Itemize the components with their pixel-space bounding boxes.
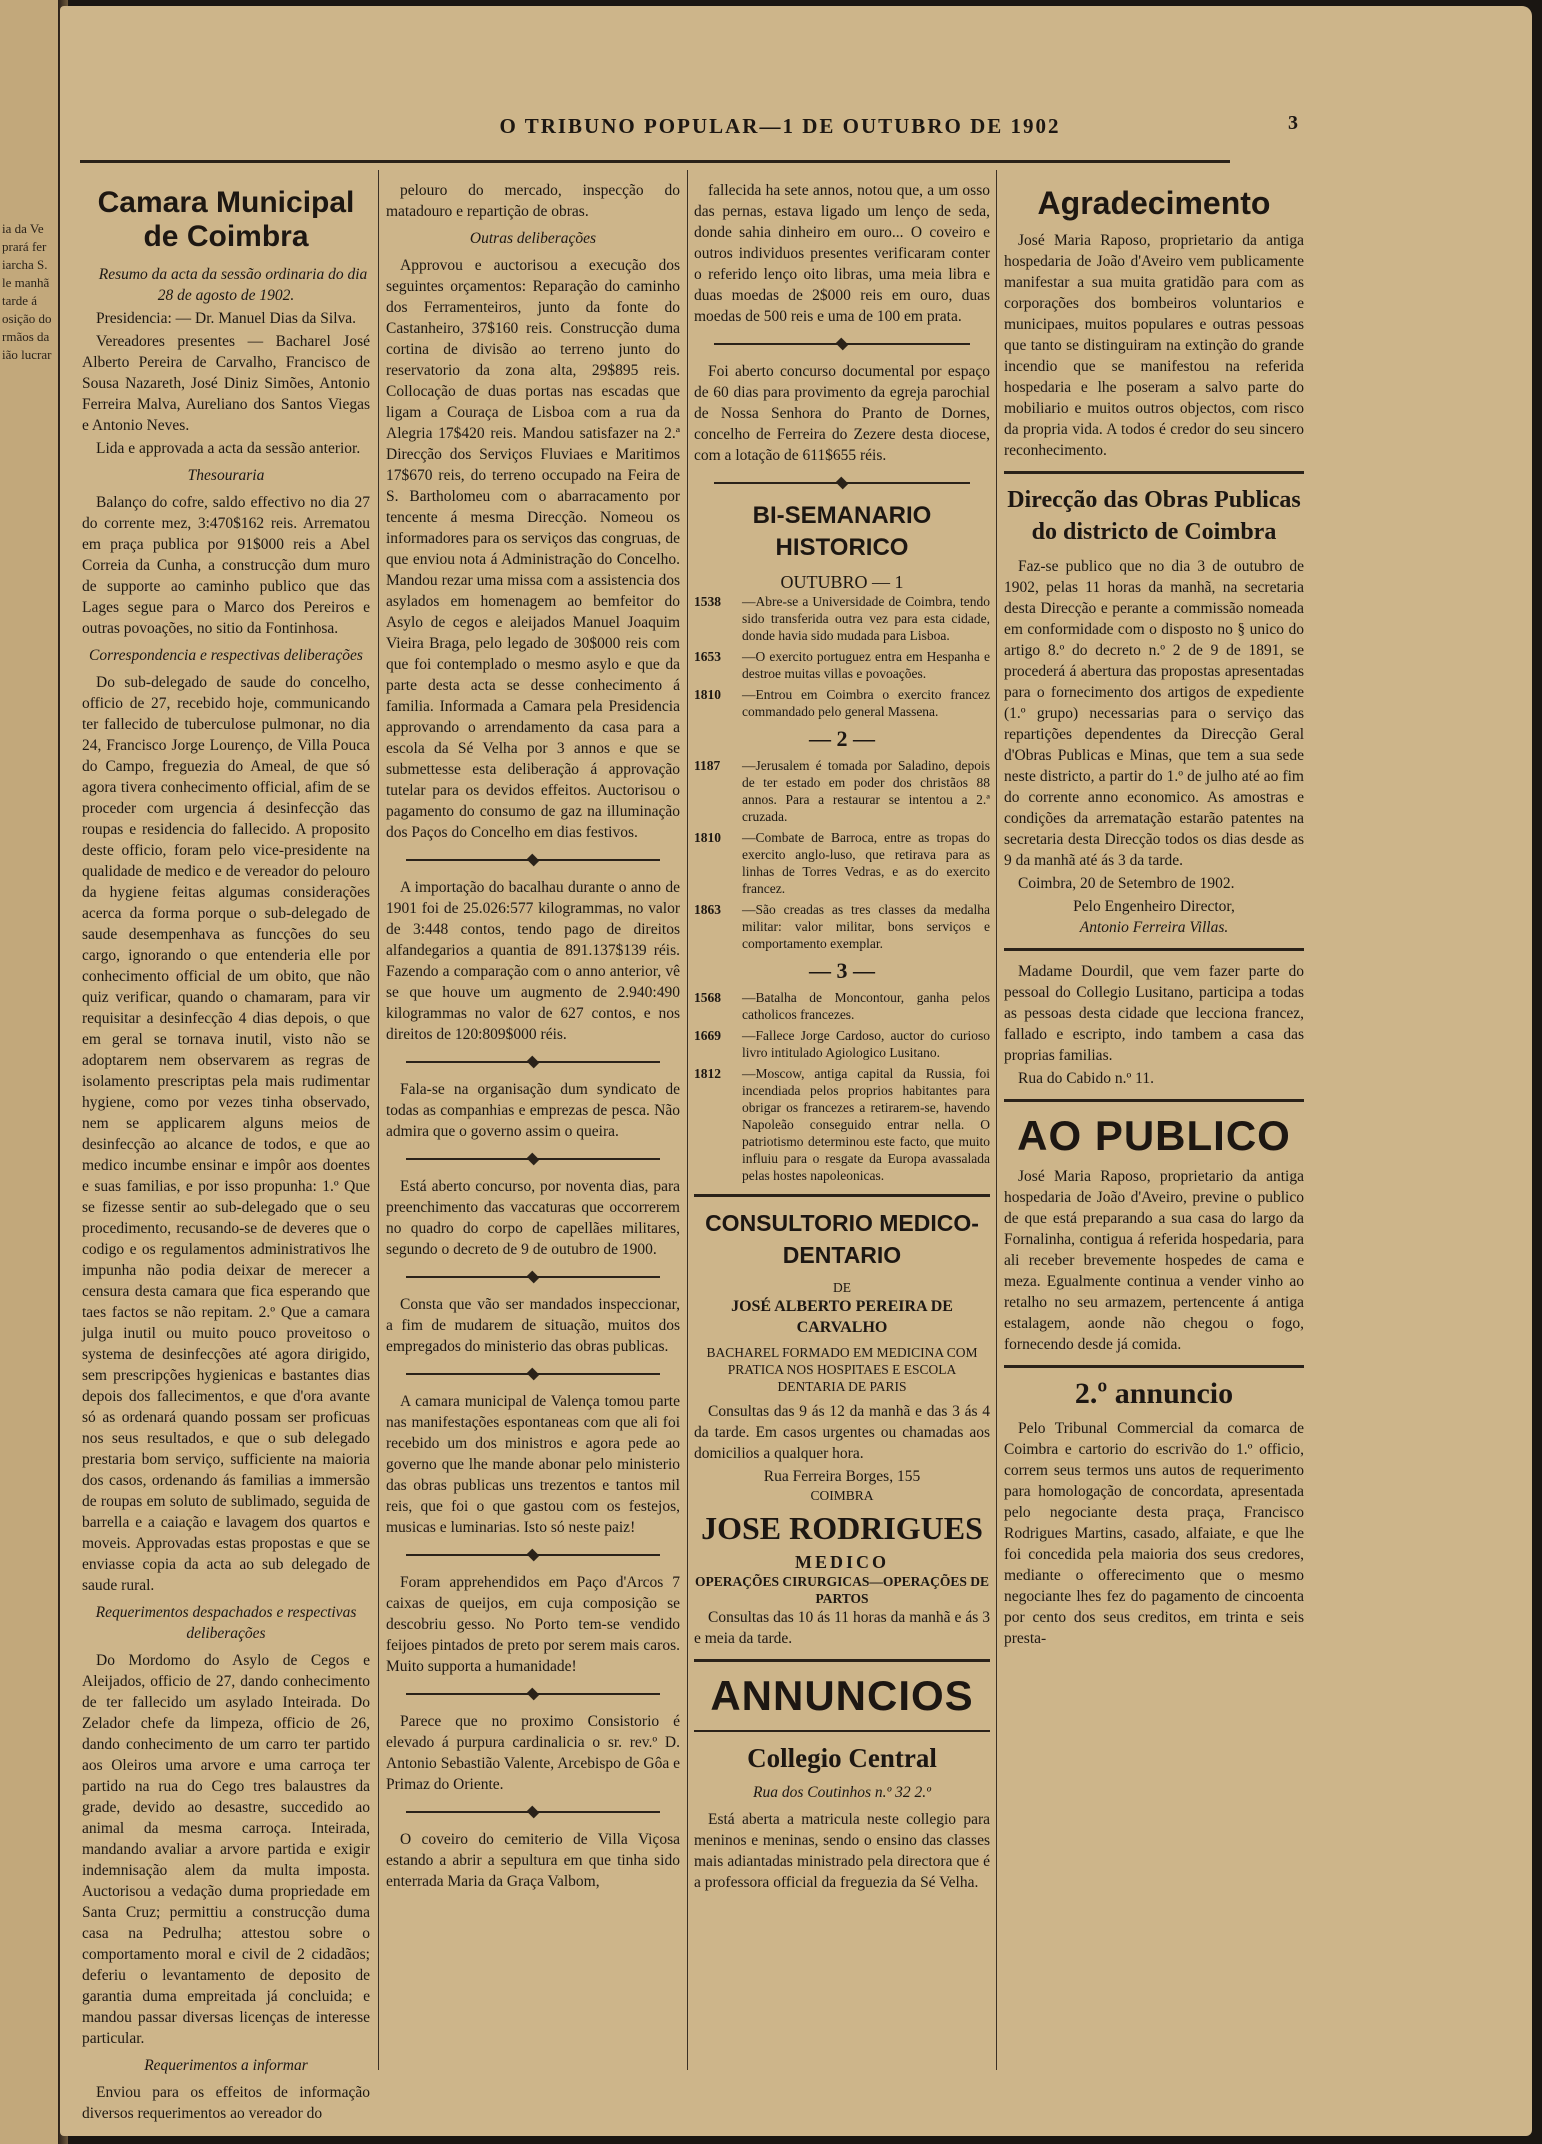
bi-list-3 <box>694 989 990 1184</box>
consultorio-de: DE <box>833 1280 851 1295</box>
section-rule <box>694 1659 990 1662</box>
section-rule <box>1004 471 1304 474</box>
list-item: 1812 —Moscow, antiga capital da Russia, foi incendiada pelos proprios habitantes para obrigar os francezes a retirarem-se, havendo Napoleão conseguido entrar nella. O patriotismo determinou este facto, que muito influiu para o resgate da Europa avassalada pelas hostes napoleonicas. <box>694 1066 990 1183</box>
collegio-address: Rua dos Coutinhos n.º 32 2.º <box>753 1784 931 1801</box>
informar-text: Enviou para os effeitos de informação diversos requerimentos ao vereador do <box>82 2084 370 2122</box>
ao-publico-heading: AO PUBLICO <box>1017 1112 1291 1159</box>
consultorio-city: COIMBRA <box>810 1488 874 1503</box>
dourdil-address: Rua do Cabido n.º 11. <box>1018 1070 1154 1087</box>
col2-text: pelouro do mercado, inspecção do matadouro e repartição de obras. <box>386 182 680 220</box>
section-rule <box>694 1730 990 1732</box>
dourdil-text: Madame Dourdil, que vem fazer parte do pessoal do Collegio Lusitano, participa a todas as pessoas desta cidade que lecciona francez, fallado e escripto, indo tambem a casa das proprias familias. <box>1004 963 1304 1064</box>
agradecimento-text: José Maria Raposo, proprietario da antiga hospedaria de João d'Aveiro vem publicamente manifestar a sua muita gratidão para com as corporações dos bombeiros voluntarios e municipaes, muitos populares e outras pessoas que tanto se distinguiram na extinção do grande incendio que se manifestou na referida hospedaria e lhe poseram a salvo parte do mobiliario e muitos outros objectos, com risco da propria vida. A todos é credor do seu sincero reconhecimento. <box>1004 232 1304 459</box>
camara-title: Camara Municipal de Coimbra <box>97 186 355 253</box>
camara-intro: Resumo da acta da sessão ordinaria do dia 28 de agosto de 1902. <box>98 266 368 304</box>
column-3 <box>694 180 990 2060</box>
section-heading: Requerimentos a informar <box>144 2057 308 2074</box>
previous-page-fragment: ia da Ve prará fer iarcha S. le manhã tarde á osição do rmãos da ião lucrar <box>2 221 52 362</box>
annuncio-2-text: Pelo Tribunal Commercial da comarca de Coimbra e cartorio do escrivão do 1.º officio, correm seus termos uns autos de requerimento para homologação de concordata, apresentada pelo negociante desta praça, Francisco Rodrigues Martins, casado, alfaiate, e que lhe foi concedida pela maioria dos seus credores, mediante o offerecimento que o mesmo negociante lhes fez do pagamento de cincoenta por cento dos seus creditos, em trinta e seis presta- <box>1004 1420 1304 1647</box>
bi-semanario-title: BI-SEMANARIO HISTORICO <box>752 502 932 561</box>
bi-list-2 <box>694 757 990 952</box>
column-rule <box>687 170 688 2070</box>
page-number: 3 <box>1288 112 1298 134</box>
section-rule <box>694 1194 990 1197</box>
section-heading: Requerimentos despachados e respectivas deliberações <box>95 1604 357 1642</box>
annuncio-2-heading: 2.º annuncio <box>1074 1377 1234 1410</box>
section-rule <box>1004 1099 1304 1102</box>
section-rule <box>1004 948 1304 951</box>
col2-text: Approvou e auctorisou a execução dos seguintes orçamentos: Reparação do caminho dos Ferramenteiros, junto da fonte do Castanheiro, 37$160 reis. Construcção duma cortina de divisão ao terreno junto do reservatorio da zona alta, 29$895 reis. Collocação de duas portas nas escadas que ligam a Couraça de Lisboa com a rua da Alegria 17$420 reis. Mandou satisfazer na 2.ª Direcção dos Serviços Fluviaes e Maritimos 17$670 reis, do terreno occupado na Feira de S. Bartholomeu com o abarracamento por tencente á mesma Direcção. Nomeou os informadores para os serviços das congruas, de que enviou nota á Administração do Concelho. Mandou rezar uma missa com a assistencia dos asylados em homenagem ao bemfeitor do Asylo de cegos e aleijados Manuel Joaquim Vieira Braga, pelo legado de 30$000 reis com que foi contemplado o mesmo asylo e que da parte desta acta se desse conhecimento á familia. Informada a Camara pela Presidencia approvando o arrendamento da casa para a escola da Sé Velha por 3 annos e que se submettesse esta deliberação á approvação tutelar para os devidos effeitos. Auctorisou o pagamento do consumo de gaz na illuminação dos Paços do Concelho em dias festivos. <box>386 257 680 841</box>
col2-text: A importação do bacalhau durante o anno de 1901 foi de 25.026:577 kilogrammas, no valor de 3:448 contos, tendo pago de direitos alfandegarios a quantia de 891.137$139 réis. Fazendo a comparação com o anno anterior, vê se que houve um augmento de 2.940:490 kilogrammas no valor de 627 contos, e nos direitos de 120:809$000 réis. <box>386 879 680 1043</box>
collegio-title: Collegio Central <box>747 1743 937 1773</box>
consultorio-desc: BACHAREL FORMADO EM MEDICINA COM PRATICA NOS HOSPITAES E ESCOLA DENTARIA DE PARIS <box>706 1345 978 1394</box>
list-item: 1669 —Fallece Jorge Cardoso, auctor do curioso livro intitulado Agiologico Lusitano. <box>694 1028 990 1060</box>
ornament-divider <box>406 1550 660 1560</box>
section-heading: Thesouraria <box>187 467 265 484</box>
section-rule <box>1004 1365 1304 1368</box>
col2-text: Parece que no proximo Consistorio é elevado á purpura cardinalicia o sr. rev.º D. Antonio Sebastião Valente, Arcebispo de Gôa e Primaz do Oriente. <box>386 1713 680 1793</box>
direccao-date: Coimbra, 20 de Setembro de 1902. <box>1018 875 1235 892</box>
jose-rodrigues-title: JOSE RODRIGUES <box>701 1510 983 1546</box>
list-item: 1653 —O exercito portuguez entra em Hespanha e destroe muitas villas e povoações. <box>694 649 990 681</box>
jose-rodrigues-hours: Consultas das 10 ás 11 horas da manhã e ás 3 e meia da tarde. <box>694 1609 990 1647</box>
col2-text: A camara municipal de Valença tomou parte nas manifestações espontaneas com que ali foi recebido um dos ministros e agora pede ao governo que lhe mande abonar pelo ministerio das obras publicas uns trezentos e tantos mil reis, que foi o que gastou com os festejos, musicas e luminarias. Isto só neste paiz! <box>386 1393 680 1536</box>
column-rule <box>378 170 379 2070</box>
list-item: 1568 —Batalha de Moncontour, ganha pelos catholicos francezes. <box>694 990 990 1022</box>
direccao-title: Direcção das Obras Publicas do districto de Coimbra <box>1007 487 1301 545</box>
col2-text: Fala-se na organisação dum syndicato de todas as companhias e emprezas de pesca. Não admira que o governo assim o queira. <box>386 1081 680 1140</box>
ornament-divider <box>714 339 970 349</box>
day-number: — 3 — <box>809 958 875 983</box>
requerimentos-text: Do Mordomo do Asylo de Cegos e Aleijados, officio de 27, dando conhecimento de ter fallecido um asylado Inteirada. Do Zelador chefe da limpeza, officio de 26, dando conhecimento de um carro ter partido aos Oleiros uma arvore e uma carroça ter partido na rua do Cego tres balaustres da grade, devido ao desastre, succedido ao animal da mesma carroça. Inteirada, mandando avaliar a arvore partida e exigir indemnisação alem da multa imposta. Auctorisou a vedação duma propriedade em Santa Cruz; permittiu a construcção duma casa na Pedrulha; attestou sobre o comportamento moral e civil de 2 cidadãos; deferiu o levantamento de deposito de garantia duma empreitada já concluida; e mandou passar diversas licenças de interesse particular. <box>82 1652 370 2047</box>
column-2 <box>386 180 680 2060</box>
list-item: 1187 —Jerusalem é tomada por Saladino, depois de ter estado em poder dos christãos 88 annos. Para a restaurar se intentou a 2.ª cruzada. <box>694 758 990 824</box>
ornament-divider <box>406 1807 660 1817</box>
camara-acta: Lida e approvada a acta da sessão anterior. <box>96 440 361 457</box>
column-rule <box>996 170 997 2070</box>
day-number: — 2 — <box>809 726 875 751</box>
ornament-divider <box>406 855 660 865</box>
direccao-sign-2: Antonio Ferreira Villas. <box>1079 919 1229 936</box>
col2-text: O coveiro do cemiterio de Villa Viçosa estando a abrir a sepultura em que tinha sido enterrada Maria da Graça Valbom, <box>386 1831 680 1890</box>
column-1 <box>82 180 370 2122</box>
col2-text: Foram apprehendidos em Paço d'Arcos 7 caixas de queijos, em cuja composição se descobriu gesso. No Porto tem-se vendido feijoes pintados de preto por serem mais caros. Muito supporta a humanidade! <box>386 1574 680 1675</box>
collegio-text: Está aberta a matricula neste collegio para meninos e meninas, sendo o ensino das classes mais adiantadas ministrado pela directora que é a professora official da freguezia da Sé Velha. <box>694 1811 990 1891</box>
consultorio-address: Rua Ferreira Borges, 155 <box>763 1468 921 1485</box>
direccao-sign-1: Pelo Engenheiro Director, <box>1073 898 1235 915</box>
section-heading: Correspondencia e respectivas deliberações <box>89 647 363 664</box>
list-item: 1863 —São creadas as tres classes da medalha militar: valor militar, bons serviços e comportamento exemplar. <box>694 902 990 951</box>
ornament-divider <box>406 1689 660 1699</box>
ornament-divider <box>406 1369 660 1379</box>
tesouraria-text: Balanço do cofre, saldo effectivo no dia 27 do corrente mez, 3:470$162 reis. Arrematou em praça publica por 91$000 reis a Abel Correia da Cunha, a construcção dum muro de supporte ao caminho publico que das Lages segue para o Marco dos Pereiros e outras povoações, no sitio da Fontinhosa. <box>82 494 370 637</box>
section-heading: Outras deliberações <box>469 230 597 247</box>
ornament-divider <box>406 1154 660 1164</box>
annuncios-heading: ANNUNCIOS <box>710 1672 974 1719</box>
running-title: O TRIBUNO POPULAR—1 DE OUTUBRO DE 1902 <box>499 114 1061 138</box>
ornament-divider <box>406 1057 660 1067</box>
agradecimento-title: Agradecimento <box>1037 185 1271 221</box>
list-item: 1810 —Combate de Barroca, entre as tropas do exercito anglo-luso, que retirava para as linhas de Torres Vedras, e as do exercito francez. <box>694 830 990 896</box>
col3-text: fallecida ha sete annos, notou que, a um osso das pernas, estava ligado um lenço de seda, donde sahia dinheiro em ouro... O coveiro e outros individuos presentes verificaram conter o referido lenço oito libras, uma meia libra e duas moedas de 2$000 reis em ouro, duas moedas de 500 reis e uma de 100 em prata. <box>694 182 990 325</box>
col3-text: Foi aberto concurso documental por espaço de 60 dias para provimento da egreja parochial de Nossa Senhora do Pranto de Dornes, concelho de Ferreira do Zezere desta diocese, com a lotação de 611$655 réis. <box>694 363 990 464</box>
previous-page-edge <box>0 0 58 2144</box>
consultorio-title: CONSULTORIO MEDICO-DENTARIO <box>705 1210 979 1268</box>
ornament-divider <box>714 478 970 488</box>
col2-text: Consta que vão ser mandados inspeccionar, a fim de mudarem de situação, muitos dos empregados do ministerio das obras publicas. <box>386 1296 680 1355</box>
bi-list-1 <box>694 593 990 720</box>
col2-text: Está aberto concurso, por noventa dias, para preenchimento das vaccaturas que occorrerem no quadro do corpo de capellães militares, segundo o decreto de 9 de outubro de 1900. <box>386 1178 680 1258</box>
jose-rodrigues-ops: OPERAÇÕES CIRURGICAS—OPERAÇÕES DE PARTOS <box>694 1574 990 1606</box>
jose-rodrigues-role: MEDICO <box>795 1552 889 1572</box>
list-item: 1810 —Entrou em Coimbra o exercito francez commandado pelo general Massena. <box>694 687 990 719</box>
list-item: 1538 —Abre-se a Universidade de Coimbra, tendo sido transferida outra vez para esta cidade, donde havia sido mudada para Lisboa. <box>694 594 990 643</box>
bi-semanario-sub: OUTUBRO — 1 <box>780 572 904 592</box>
camara-vereadores: Vereadores presentes — Bacharel José Alberto Pereira de Carvalho, Francisco de Sousa Nazareth, José Diniz Simões, Antonio Ferreira Malva, Aureliano dos Santos Viegas e Antonio Neves. <box>82 333 370 434</box>
consultorio-name: JOSÉ ALBERTO PEREIRA DE CARVALHO <box>731 1298 953 1336</box>
header-rule <box>80 160 1230 163</box>
camara-presidencia: Presidencia: — Dr. Manuel Dias da Silva. <box>96 310 357 327</box>
correspondencia-text: Do sub-delegado de saude do concelho, officio de 27, recebido hoje, communicando ter fallecido de tuberculose pulmonar, no dia 24, Francisco Jorge Lourenço, de Villa Pouca do Campo, freguezia do Ameal, de que só agora tivera conhecimento official, afim de se proceder com urgencia á desinfecção das roupas e residencia do fallecido. A proposito deste officio, foram pelo vice-presidente na qualidade de medico e de vereador do pelouro da hygiene feitas algumas considerações acerca da forma porque o sub-delegado de saude desempenhava as funcções do seu cargo, ignorando o que entenderia elle por conhecimento official de um obito, que não quiz verificar, quando o chamaram, para vir requisitar a desinfecção 4 dias depois, o que em geral se tornava inutil, visto não se adoptarem nem observarem as regras de isolamento prescriptas pela mais rudimentar hygiene, como por vezes tinha observado, nem se applicarem alguns meios de desinfecção ao alcance de todos, e que ao medico incumbe ensinar e impôr aos doentes e suas familias, e por isso propunha: 1.º Que se fizesse sentir ao sub-delegado que o seu procedimento, recusando-se de deveres que o codigo e os regulamentos administrativos lhe impunha não podia deixar de merecer a censura desta camara que fica esperando que taes factos se não repitam. 2.º Que a camara julga inutil ou muito pouco proveitoso o systema de desinfecções até agora dirigido, sem prescripções hygienicas e bastantes dias depois dos fallecimentos, e que d'ora avante só as ordenará quando possam ser proficuas nos seus resultados, e que o sub delegado prestaria bom serviço, sufficiente na maioria dos casos, ordenando ás familias a immersão de roupas em soluto de sublimado, seguida de barrella e a caiação e lavagem dos quartos e moveis. Approvadas estas propostas e que se enviasse copia da acta ao sub delegado de saude rural. <box>82 674 370 1594</box>
ornament-divider <box>406 1272 660 1282</box>
direccao-text: Faz-se publico que no dia 3 de outubro de 1902, pelas 11 horas da manhã, na secretaria desta Direcção e perante a commissão nomeada em conformidade com o disposto no § unico do artigo 8.º do decreto n.º 2 de 9 de 1891, se procederá á abertura das propostas apresentadas para o fornecimento dos artigos de expediente (1.º grupo) necessarias para o serviço das repartições dependentes da Direcção Geral d'Obras Publicas e Minas, que tem a sua sede neste districto, a partir do 1.º de julho até ao fim do corrente anno economico. As amostras e condições da arrematação estarão patentes na secretaria desta Direcção todos os dias desde as 9 da manhã até ás 3 da tarde. <box>1004 558 1304 869</box>
column-4 <box>1004 180 1304 2060</box>
consultorio-hours: Consultas das 9 ás 12 da manhã e das 3 ás 4 da tarde. Em casos urgentes ou chamadas aos domicilios a qualquer hora. <box>694 1403 990 1462</box>
ao-publico-text: José Maria Raposo, proprietario da antiga hospedaria de João d'Aveiro, previne o publico de que está preparando a sua casa do largo da Fornalinha, contigua á referida hospedaria, para ali receber brevemente hospedes de cama e meza. Egualmente continua a vender vinho ao retalho no seu armazem, pertencente á antiga estalagem, aonde não chegou o fogo, fornecendo desde já comida. <box>1004 1168 1304 1353</box>
